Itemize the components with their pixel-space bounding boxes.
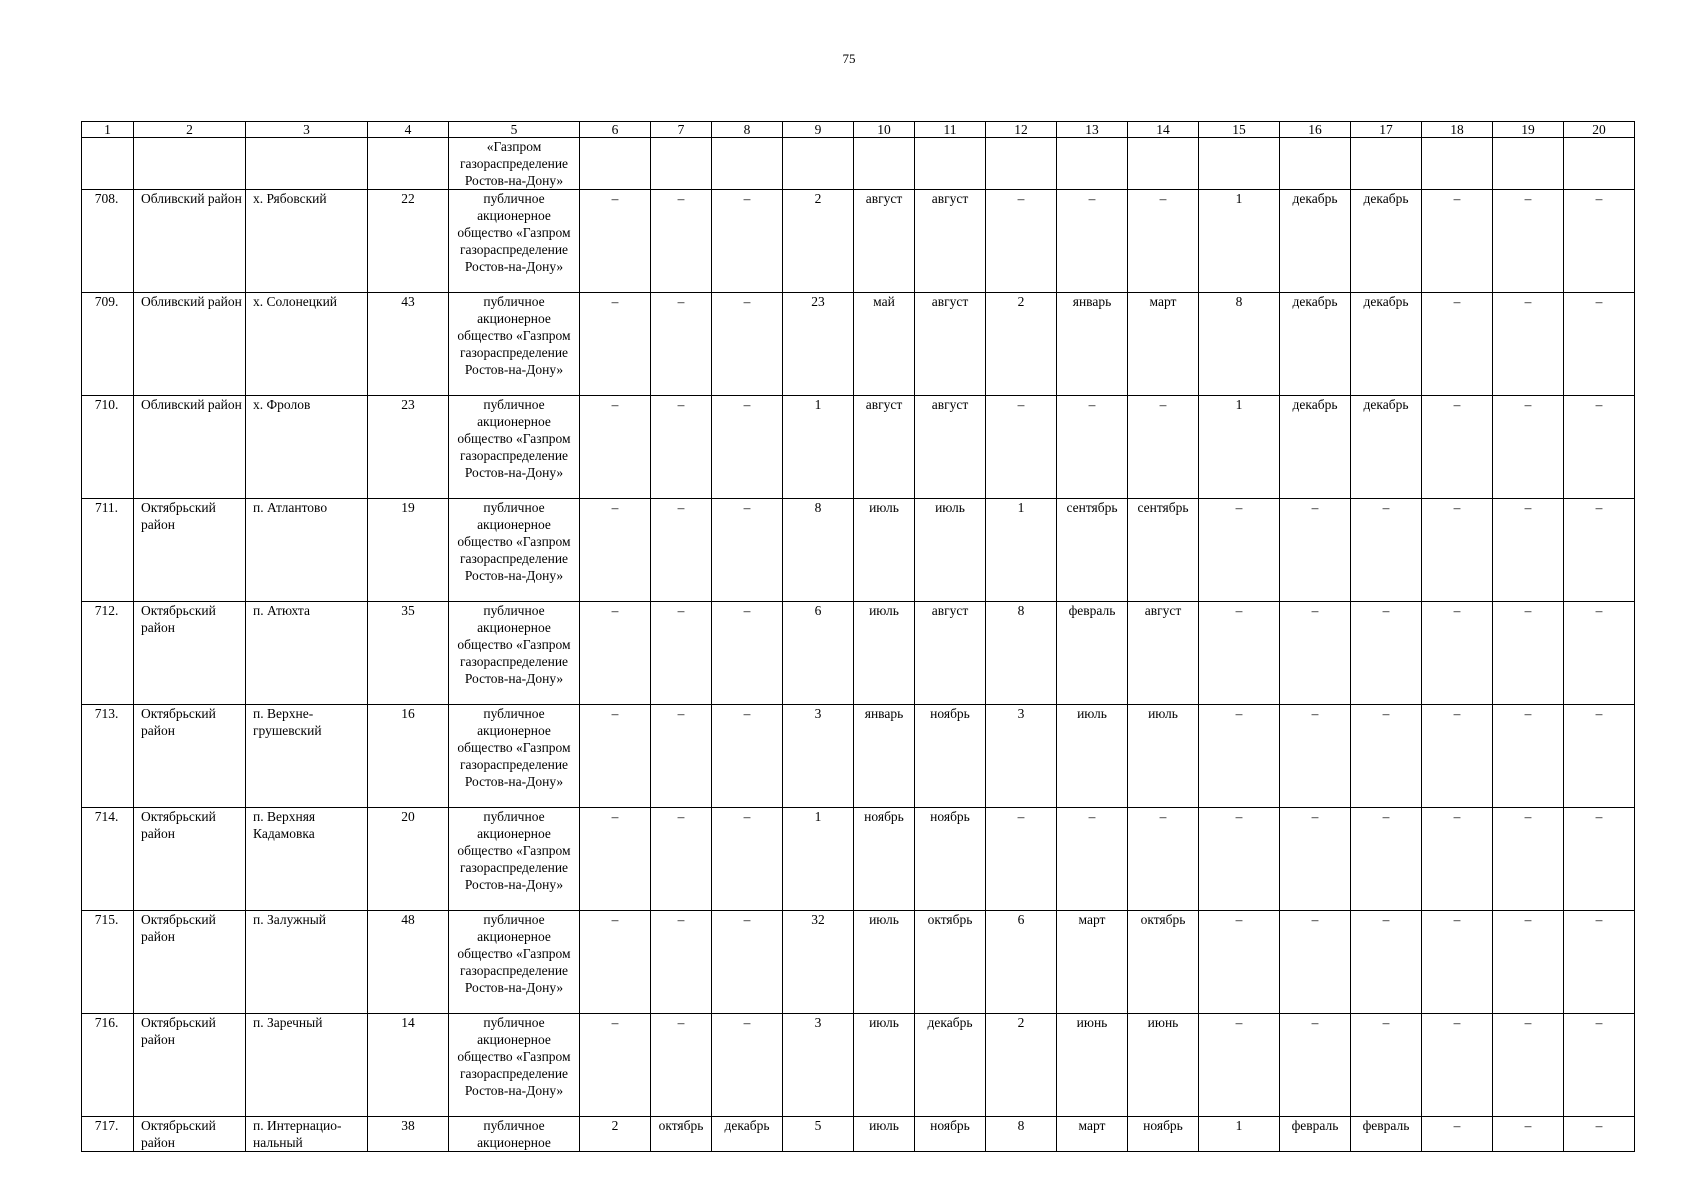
table-cell: – bbox=[986, 396, 1057, 499]
table-cell: – bbox=[1280, 602, 1351, 705]
continuation-row bbox=[82, 138, 1635, 190]
table-cell: – bbox=[651, 396, 712, 499]
organization-cell: «Газпром газораспределение Ростов-на-Дону» bbox=[449, 138, 580, 190]
column-number-cell: 14 bbox=[1128, 122, 1199, 138]
table-cell: – bbox=[1280, 705, 1351, 808]
table-cell: – bbox=[1564, 499, 1635, 602]
table-cell: – bbox=[1280, 911, 1351, 1014]
table-cell: 8 bbox=[986, 602, 1057, 705]
table-cell: февраль bbox=[1351, 1117, 1422, 1152]
table-cell: – bbox=[1351, 808, 1422, 911]
table-cell: – bbox=[1057, 190, 1128, 293]
organization-cell: публичное акционерное общество «Газпром газораспределение Ростов-на-Дону» bbox=[449, 190, 580, 293]
table-cell: – bbox=[1564, 705, 1635, 808]
table-cell: октябрь bbox=[915, 911, 986, 1014]
table-cell: – bbox=[1422, 808, 1493, 911]
table-cell: июль bbox=[854, 602, 915, 705]
district-cell: Октябрьский район bbox=[134, 1117, 246, 1152]
table-cell: – bbox=[1128, 808, 1199, 911]
count-cell: 38 bbox=[368, 1117, 449, 1152]
table-cell: – bbox=[712, 190, 783, 293]
table-cell: – bbox=[1128, 190, 1199, 293]
column-number-cell: 11 bbox=[915, 122, 986, 138]
table-cell: – bbox=[1564, 808, 1635, 911]
table-cell bbox=[783, 138, 854, 190]
row-number-cell: 713. bbox=[82, 705, 134, 808]
table-cell bbox=[1493, 138, 1564, 190]
table-row bbox=[82, 705, 1635, 808]
table-cell: – bbox=[1199, 705, 1280, 808]
table-cell: ноябрь bbox=[854, 808, 915, 911]
settlement-cell: п. Интернацио-нальный bbox=[246, 1117, 368, 1152]
column-number-cell: 5 bbox=[449, 122, 580, 138]
table-cell: – bbox=[1422, 1117, 1493, 1152]
district-cell: Октябрьский район bbox=[134, 499, 246, 602]
table-row bbox=[82, 396, 1635, 499]
column-number-cell: 13 bbox=[1057, 122, 1128, 138]
table-cell: февраль bbox=[1280, 1117, 1351, 1152]
table-cell: – bbox=[1493, 293, 1564, 396]
table-cell: – bbox=[1199, 1014, 1280, 1117]
table-cell: август bbox=[915, 602, 986, 705]
table-cell: – bbox=[1280, 1014, 1351, 1117]
settlement-cell: п. Верхняя Кадамовка bbox=[246, 808, 368, 911]
table-cell: – bbox=[651, 602, 712, 705]
table-cell bbox=[1564, 138, 1635, 190]
table-cell: март bbox=[1057, 1117, 1128, 1152]
table-cell bbox=[854, 138, 915, 190]
table-cell: – bbox=[1351, 911, 1422, 1014]
district-cell: Октябрьский район bbox=[134, 911, 246, 1014]
table-cell: декабрь bbox=[1280, 190, 1351, 293]
table-row bbox=[82, 190, 1635, 293]
count-cell: 14 bbox=[368, 1014, 449, 1117]
table-cell: 1 bbox=[783, 396, 854, 499]
table-cell: 23 bbox=[783, 293, 854, 396]
column-number-cell: 4 bbox=[368, 122, 449, 138]
table-cell: 32 bbox=[783, 911, 854, 1014]
table-cell: март bbox=[1057, 911, 1128, 1014]
table-cell: – bbox=[651, 1014, 712, 1117]
table-cell: июль bbox=[915, 499, 986, 602]
row-number-cell: 712. bbox=[82, 602, 134, 705]
column-number-cell: 9 bbox=[783, 122, 854, 138]
table-cell: – bbox=[1199, 499, 1280, 602]
count-cell: 19 bbox=[368, 499, 449, 602]
table-cell: – bbox=[580, 602, 651, 705]
table-cell: июль bbox=[854, 499, 915, 602]
table-cell: ноябрь bbox=[915, 705, 986, 808]
organization-cell: публичное акционерное общество «Газпром газораспределение Ростов-на-Дону» bbox=[449, 705, 580, 808]
table-cell: ноябрь bbox=[1128, 1117, 1199, 1152]
table-cell: – bbox=[1564, 602, 1635, 705]
table-cell: – bbox=[1564, 396, 1635, 499]
settlement-cell: п. Атлантово bbox=[246, 499, 368, 602]
table-cell: 1 bbox=[986, 499, 1057, 602]
table-cell: – bbox=[1351, 705, 1422, 808]
table-cell: – bbox=[712, 1014, 783, 1117]
settlement-cell: п. Верхне-грушевский bbox=[246, 705, 368, 808]
table-cell: 3 bbox=[783, 1014, 854, 1117]
table-cell: 1 bbox=[1199, 1117, 1280, 1152]
table-row bbox=[82, 911, 1635, 1014]
table-cell: 2 bbox=[986, 293, 1057, 396]
table-cell: – bbox=[712, 705, 783, 808]
settlement-cell: п. Заречный bbox=[246, 1014, 368, 1117]
table-cell: ноябрь bbox=[915, 1117, 986, 1152]
table-cell: октябрь bbox=[1128, 911, 1199, 1014]
table-cell: – bbox=[1351, 499, 1422, 602]
table-cell bbox=[580, 138, 651, 190]
table-cell: 2 bbox=[580, 1117, 651, 1152]
district-cell: Октябрьский район bbox=[134, 602, 246, 705]
table-cell: – bbox=[1057, 808, 1128, 911]
table-cell: декабрь bbox=[1280, 293, 1351, 396]
table-cell: – bbox=[580, 1014, 651, 1117]
table-cell: – bbox=[1564, 911, 1635, 1014]
table-cell: 6 bbox=[783, 602, 854, 705]
table-cell: – bbox=[580, 499, 651, 602]
table-cell bbox=[246, 138, 368, 190]
organization-cell: публичное акционерное общество «Газпром газораспределение Ростов-на-Дону» bbox=[449, 808, 580, 911]
table-row bbox=[82, 808, 1635, 911]
table-cell: – bbox=[1564, 1117, 1635, 1152]
table-row bbox=[82, 293, 1635, 396]
settlement-cell: п. Залужный bbox=[246, 911, 368, 1014]
column-number-cell: 15 bbox=[1199, 122, 1280, 138]
table-cell: январь bbox=[854, 705, 915, 808]
settlement-cell: х. Солонецкий bbox=[246, 293, 368, 396]
table-cell: – bbox=[1493, 396, 1564, 499]
count-cell: 35 bbox=[368, 602, 449, 705]
table-cell: июль bbox=[854, 911, 915, 1014]
table-cell: – bbox=[580, 911, 651, 1014]
settlement-cell: п. Атюхта bbox=[246, 602, 368, 705]
district-cell: Обливский район bbox=[134, 190, 246, 293]
table-cell: – bbox=[986, 808, 1057, 911]
table-cell: декабрь bbox=[1280, 396, 1351, 499]
table-cell: – bbox=[1351, 1014, 1422, 1117]
organization-cell: публичное акционерное общество «Газпром газораспределение Ростов-на-Дону» bbox=[449, 293, 580, 396]
organization-cell: публичное акционерное общество «Газпром газораспределение Ростов-на-Дону» bbox=[449, 1014, 580, 1117]
organization-cell: публичное акционерное общество «Газпром газораспределение Ростов-на-Дону» bbox=[449, 602, 580, 705]
table-cell bbox=[915, 138, 986, 190]
table-cell: 8 bbox=[783, 499, 854, 602]
table-cell: декабрь bbox=[1351, 190, 1422, 293]
table-cell: – bbox=[712, 808, 783, 911]
table-cell: 3 bbox=[783, 705, 854, 808]
table-cell: – bbox=[1564, 1014, 1635, 1117]
table-cell: – bbox=[1493, 602, 1564, 705]
table-cell: – bbox=[1422, 190, 1493, 293]
table-row bbox=[82, 602, 1635, 705]
table-cell bbox=[651, 138, 712, 190]
table-cell: май bbox=[854, 293, 915, 396]
table-cell: – bbox=[651, 911, 712, 1014]
settlement-cell: х. Рябовский bbox=[246, 190, 368, 293]
settlement-cell: х. Фролов bbox=[246, 396, 368, 499]
table-cell: – bbox=[1199, 911, 1280, 1014]
table-cell: – bbox=[1128, 396, 1199, 499]
table-cell: – bbox=[1493, 499, 1564, 602]
table-cell: сентябрь bbox=[1057, 499, 1128, 602]
table-cell: – bbox=[580, 190, 651, 293]
table-cell: – bbox=[1493, 808, 1564, 911]
table-row bbox=[82, 499, 1635, 602]
table-cell: – bbox=[712, 396, 783, 499]
table-cell: – bbox=[1199, 602, 1280, 705]
row-number-cell: 715. bbox=[82, 911, 134, 1014]
table-cell: – bbox=[651, 293, 712, 396]
table-cell: сентябрь bbox=[1128, 499, 1199, 602]
table-cell: – bbox=[1493, 1014, 1564, 1117]
table-cell: – bbox=[1351, 602, 1422, 705]
page-number: 75 bbox=[842, 51, 856, 66]
table-cell: – bbox=[1422, 396, 1493, 499]
table-cell: август bbox=[1128, 602, 1199, 705]
table-cell bbox=[82, 138, 134, 190]
column-number-cell: 7 bbox=[651, 122, 712, 138]
count-cell: 48 bbox=[368, 911, 449, 1014]
table-cell: – bbox=[1422, 499, 1493, 602]
column-number-cell: 8 bbox=[712, 122, 783, 138]
organization-cell: публичное акционерное bbox=[449, 1117, 580, 1152]
column-number-cell: 10 bbox=[854, 122, 915, 138]
table-cell: – bbox=[1280, 808, 1351, 911]
table-cell: – bbox=[580, 293, 651, 396]
table-cell: – bbox=[651, 190, 712, 293]
table-cell: 2 bbox=[783, 190, 854, 293]
count-cell: 43 bbox=[368, 293, 449, 396]
row-number-cell: 716. bbox=[82, 1014, 134, 1117]
organization-cell: публичное акционерное общество «Газпром газораспределение Ростов-на-Дону» bbox=[449, 499, 580, 602]
table-cell: – bbox=[712, 293, 783, 396]
table-cell: 3 bbox=[986, 705, 1057, 808]
table-cell: – bbox=[1199, 808, 1280, 911]
table-cell bbox=[1199, 138, 1280, 190]
table-cell: декабрь bbox=[915, 1014, 986, 1117]
table-cell: – bbox=[986, 190, 1057, 293]
table-cell: июль bbox=[1057, 705, 1128, 808]
district-cell: Октябрьский район bbox=[134, 808, 246, 911]
organization-cell: публичное акционерное общество «Газпром газораспределение Ростов-на-Дону» bbox=[449, 396, 580, 499]
table-cell bbox=[1422, 138, 1493, 190]
table-cell: – bbox=[580, 808, 651, 911]
column-number-cell: 18 bbox=[1422, 122, 1493, 138]
organization-cell: публичное акционерное общество «Газпром газораспределение Ростов-на-Дону» bbox=[449, 911, 580, 1014]
table-cell bbox=[1351, 138, 1422, 190]
table-cell: ноябрь bbox=[915, 808, 986, 911]
table-cell: март bbox=[1128, 293, 1199, 396]
table-cell bbox=[1057, 138, 1128, 190]
row-number-cell: 717. bbox=[82, 1117, 134, 1152]
column-number-cell: 12 bbox=[986, 122, 1057, 138]
table-cell: июнь bbox=[1057, 1014, 1128, 1117]
table-cell: июль bbox=[1128, 705, 1199, 808]
row-number-cell: 714. bbox=[82, 808, 134, 911]
table-cell: июнь bbox=[1128, 1014, 1199, 1117]
table-cell: – bbox=[1493, 1117, 1564, 1152]
table-cell: январь bbox=[1057, 293, 1128, 396]
table-cell: 2 bbox=[986, 1014, 1057, 1117]
row-number-cell: 709. bbox=[82, 293, 134, 396]
table-cell: – bbox=[651, 808, 712, 911]
table-cell: июль bbox=[854, 1014, 915, 1117]
table-cell: август bbox=[915, 293, 986, 396]
table-cell: – bbox=[651, 499, 712, 602]
table-cell: 6 bbox=[986, 911, 1057, 1014]
table-cell: – bbox=[1493, 190, 1564, 293]
table-cell: – bbox=[712, 602, 783, 705]
table-cell bbox=[134, 138, 246, 190]
table-cell: – bbox=[1493, 705, 1564, 808]
table-cell: декабрь bbox=[1351, 293, 1422, 396]
column-number-cell: 19 bbox=[1493, 122, 1564, 138]
column-number-cell: 16 bbox=[1280, 122, 1351, 138]
table-cell: – bbox=[1422, 602, 1493, 705]
table-cell: 1 bbox=[1199, 396, 1280, 499]
table-cell: – bbox=[712, 499, 783, 602]
count-cell: 16 bbox=[368, 705, 449, 808]
table-cell: – bbox=[1564, 190, 1635, 293]
table-cell: – bbox=[1422, 1014, 1493, 1117]
table-cell: 5 bbox=[783, 1117, 854, 1152]
column-number-cell: 3 bbox=[246, 122, 368, 138]
count-cell: 20 bbox=[368, 808, 449, 911]
table-cell: август bbox=[915, 396, 986, 499]
district-cell: Октябрьский район bbox=[134, 705, 246, 808]
table-cell: – bbox=[1422, 705, 1493, 808]
row-number-cell: 711. bbox=[82, 499, 134, 602]
table-cell bbox=[986, 138, 1057, 190]
row-number-cell: 710. bbox=[82, 396, 134, 499]
table-cell: июль bbox=[854, 1117, 915, 1152]
table-cell bbox=[368, 138, 449, 190]
table-cell: – bbox=[1493, 911, 1564, 1014]
column-number-cell: 20 bbox=[1564, 122, 1635, 138]
count-cell: 23 bbox=[368, 396, 449, 499]
table-cell: 1 bbox=[1199, 190, 1280, 293]
table-cell: – bbox=[1280, 499, 1351, 602]
table-cell: 1 bbox=[783, 808, 854, 911]
table-cell: – bbox=[651, 705, 712, 808]
gasification-schedule-table bbox=[81, 121, 1635, 1152]
table-cell: – bbox=[1057, 396, 1128, 499]
district-cell: Обливский район bbox=[134, 293, 246, 396]
table-cell: – bbox=[1422, 911, 1493, 1014]
table-cell: декабрь bbox=[712, 1117, 783, 1152]
column-number-cell: 17 bbox=[1351, 122, 1422, 138]
table-cell: октябрь bbox=[651, 1117, 712, 1152]
table-cell: 8 bbox=[1199, 293, 1280, 396]
table-cell: декабрь bbox=[1351, 396, 1422, 499]
table-cell: август bbox=[854, 396, 915, 499]
table-cell: февраль bbox=[1057, 602, 1128, 705]
column-number-cell: 6 bbox=[580, 122, 651, 138]
table-cell: – bbox=[1422, 293, 1493, 396]
table-cell bbox=[712, 138, 783, 190]
district-cell: Октябрьский район bbox=[134, 1014, 246, 1117]
column-number-cell: 1 bbox=[82, 122, 134, 138]
column-number-cell: 2 bbox=[134, 122, 246, 138]
table-cell: – bbox=[712, 911, 783, 1014]
column-number-row bbox=[82, 122, 1635, 138]
table-cell bbox=[1280, 138, 1351, 190]
table-row bbox=[82, 1014, 1635, 1117]
district-cell: Обливский район bbox=[134, 396, 246, 499]
table-cell: август bbox=[915, 190, 986, 293]
table-cell: август bbox=[854, 190, 915, 293]
row-number-cell: 708. bbox=[82, 190, 134, 293]
table-cell: 8 bbox=[986, 1117, 1057, 1152]
table-cell bbox=[1128, 138, 1199, 190]
table-cell: – bbox=[580, 396, 651, 499]
table-cell: – bbox=[580, 705, 651, 808]
table-cell: – bbox=[1564, 293, 1635, 396]
table-row bbox=[82, 1117, 1635, 1152]
count-cell: 22 bbox=[368, 190, 449, 293]
